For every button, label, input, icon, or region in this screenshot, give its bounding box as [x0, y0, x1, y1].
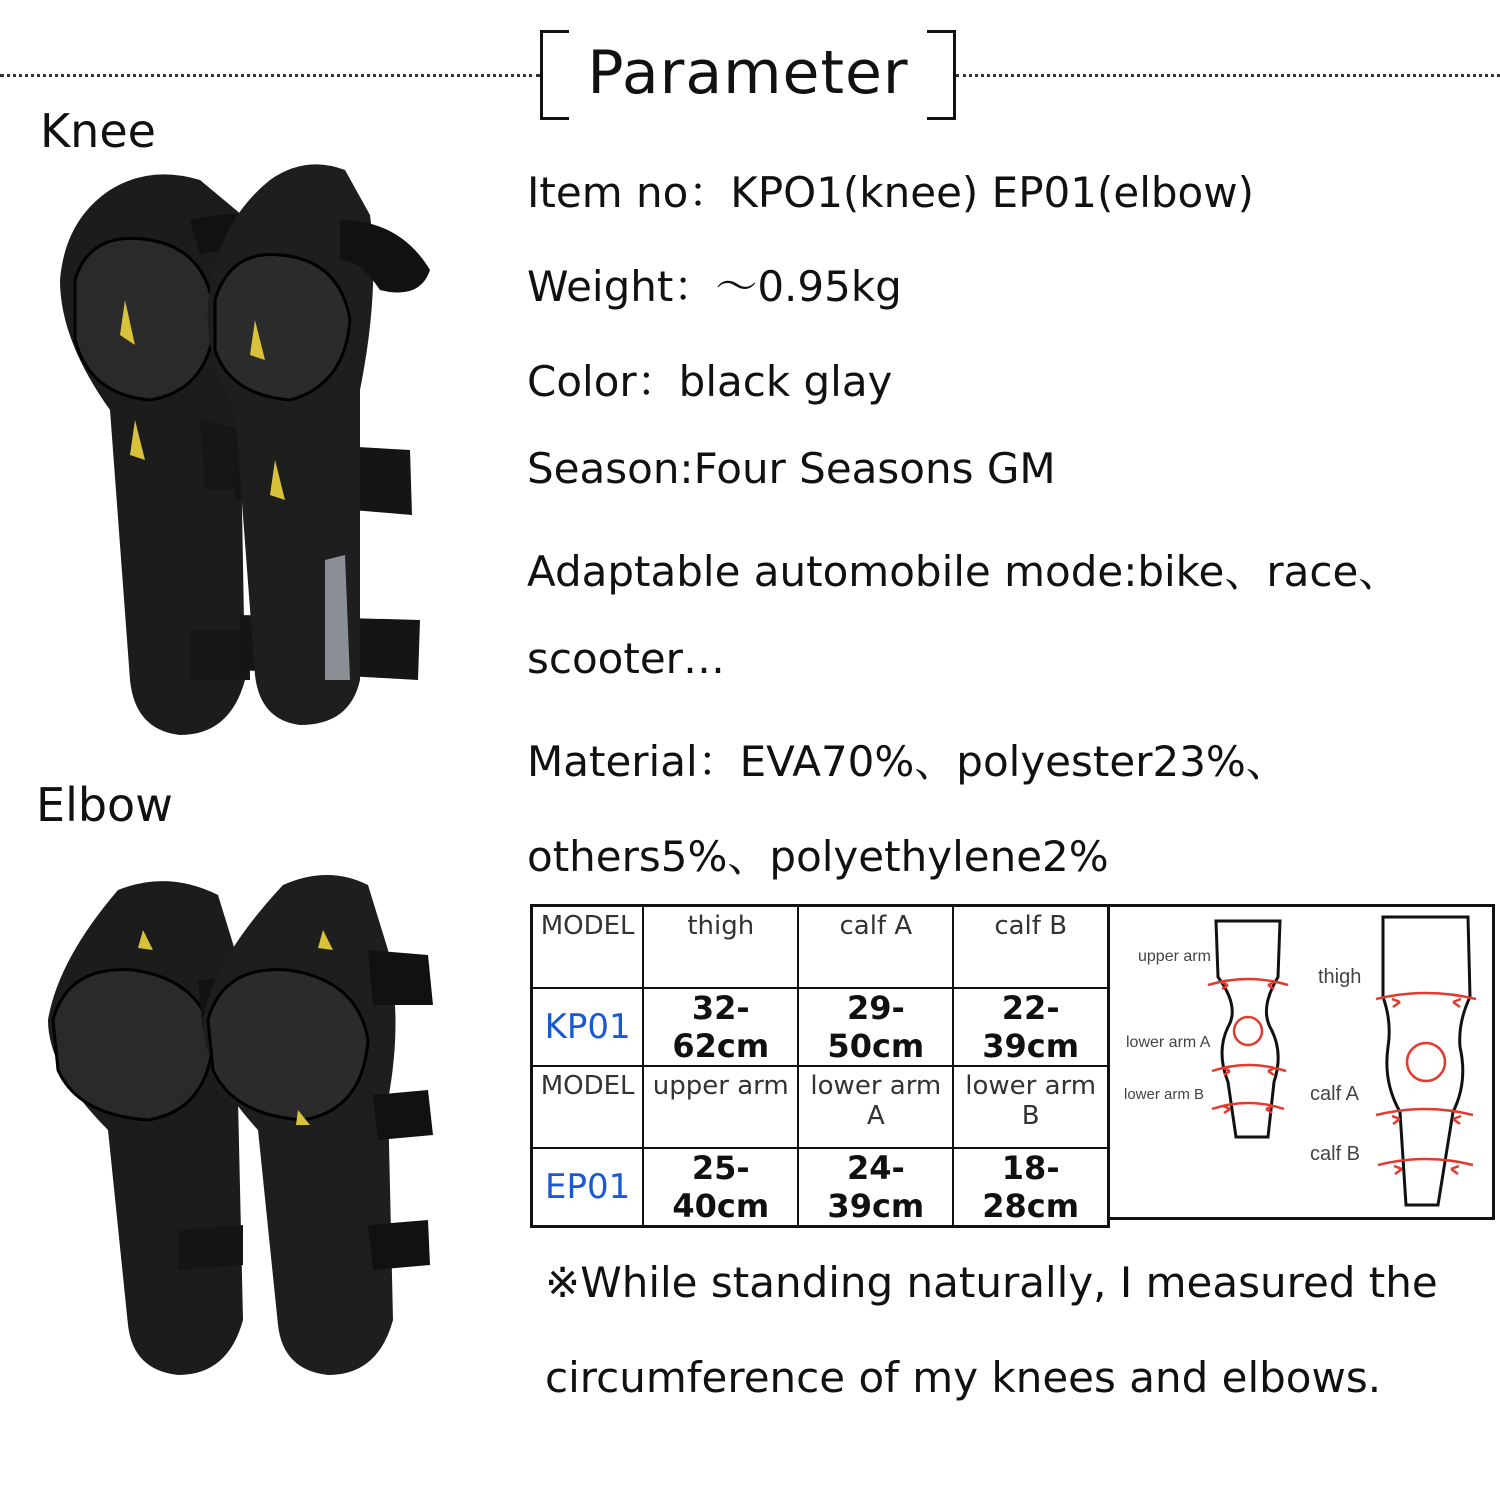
title-box	[540, 30, 956, 118]
measurement-note-line-1: ※While standing naturally, I measured the	[545, 1258, 1438, 1307]
table-header-cell: calf B	[953, 906, 1108, 989]
spec-material: Material：EVA70%、polyester23%、	[527, 737, 1288, 786]
knee-label: Knee	[40, 104, 156, 158]
table-header-cell: upper arm	[643, 1066, 798, 1148]
table-header-cell: MODEL	[532, 906, 644, 989]
table-row	[532, 906, 1109, 989]
spec-item-no: Item no：KPO1(knee) EP01(elbow)	[527, 168, 1254, 217]
table-header-cell: MODEL	[532, 1066, 644, 1148]
diagram-label-upper-arm: upper arm	[1138, 948, 1211, 965]
spec-season: Season:Four Seasons GM	[527, 444, 1056, 493]
header-dash-left	[0, 74, 540, 77]
table-header-cell: calf A	[798, 906, 953, 989]
size-table	[530, 904, 1110, 1228]
spec-mode-cont: scooter…	[527, 634, 725, 683]
table-model-cell: KP01	[532, 988, 644, 1066]
spec-color: Color：black glay	[527, 357, 893, 406]
spec-mode: Adaptable automobile mode:bike、race、	[527, 547, 1401, 596]
diagram-label-lower-arm-a: lower arm A	[1126, 1034, 1211, 1051]
elbow-pads-image	[38, 870, 458, 1390]
table-header-cell: thigh	[643, 906, 798, 989]
table-header-cell: lower arm B	[953, 1066, 1108, 1148]
table-row	[532, 1148, 1109, 1227]
header-dash-right	[956, 74, 1500, 77]
diagram-label-lower-arm-b: lower arm B	[1124, 1086, 1205, 1103]
table-header-cell: lower arm A	[798, 1066, 953, 1148]
spec-weight: Weight：～0.95kg	[527, 262, 902, 311]
elbow-pad-left	[48, 881, 246, 1375]
diagram-label-calf-a: calf A	[1310, 1083, 1359, 1105]
table-row	[532, 1066, 1109, 1148]
page-title: Parameter	[587, 38, 909, 108]
measurement-note-line-2: circumference of my knees and elbows.	[545, 1353, 1382, 1402]
knee-pads-image	[40, 160, 460, 740]
table-cell: 18-28cm	[953, 1148, 1108, 1227]
table-cell: 25-40cm	[643, 1148, 798, 1227]
measurement-diagram	[1108, 904, 1495, 1220]
diagram-label-thigh: thigh	[1318, 966, 1362, 988]
spec-material-cont: others5%、polyethylene2%	[527, 832, 1109, 881]
table-cell: 29-50cm	[798, 988, 953, 1066]
table-row	[532, 988, 1109, 1066]
measurement-diagram-svg	[1108, 907, 1492, 1217]
table-cell: 32-62cm	[643, 988, 798, 1066]
elbow-label: Elbow	[36, 778, 173, 832]
table-cell: 24-39cm	[798, 1148, 953, 1227]
table-model-cell: EP01	[532, 1148, 644, 1227]
diagram-label-calf-b: calf B	[1310, 1143, 1361, 1165]
table-cell: 22-39cm	[953, 988, 1108, 1066]
